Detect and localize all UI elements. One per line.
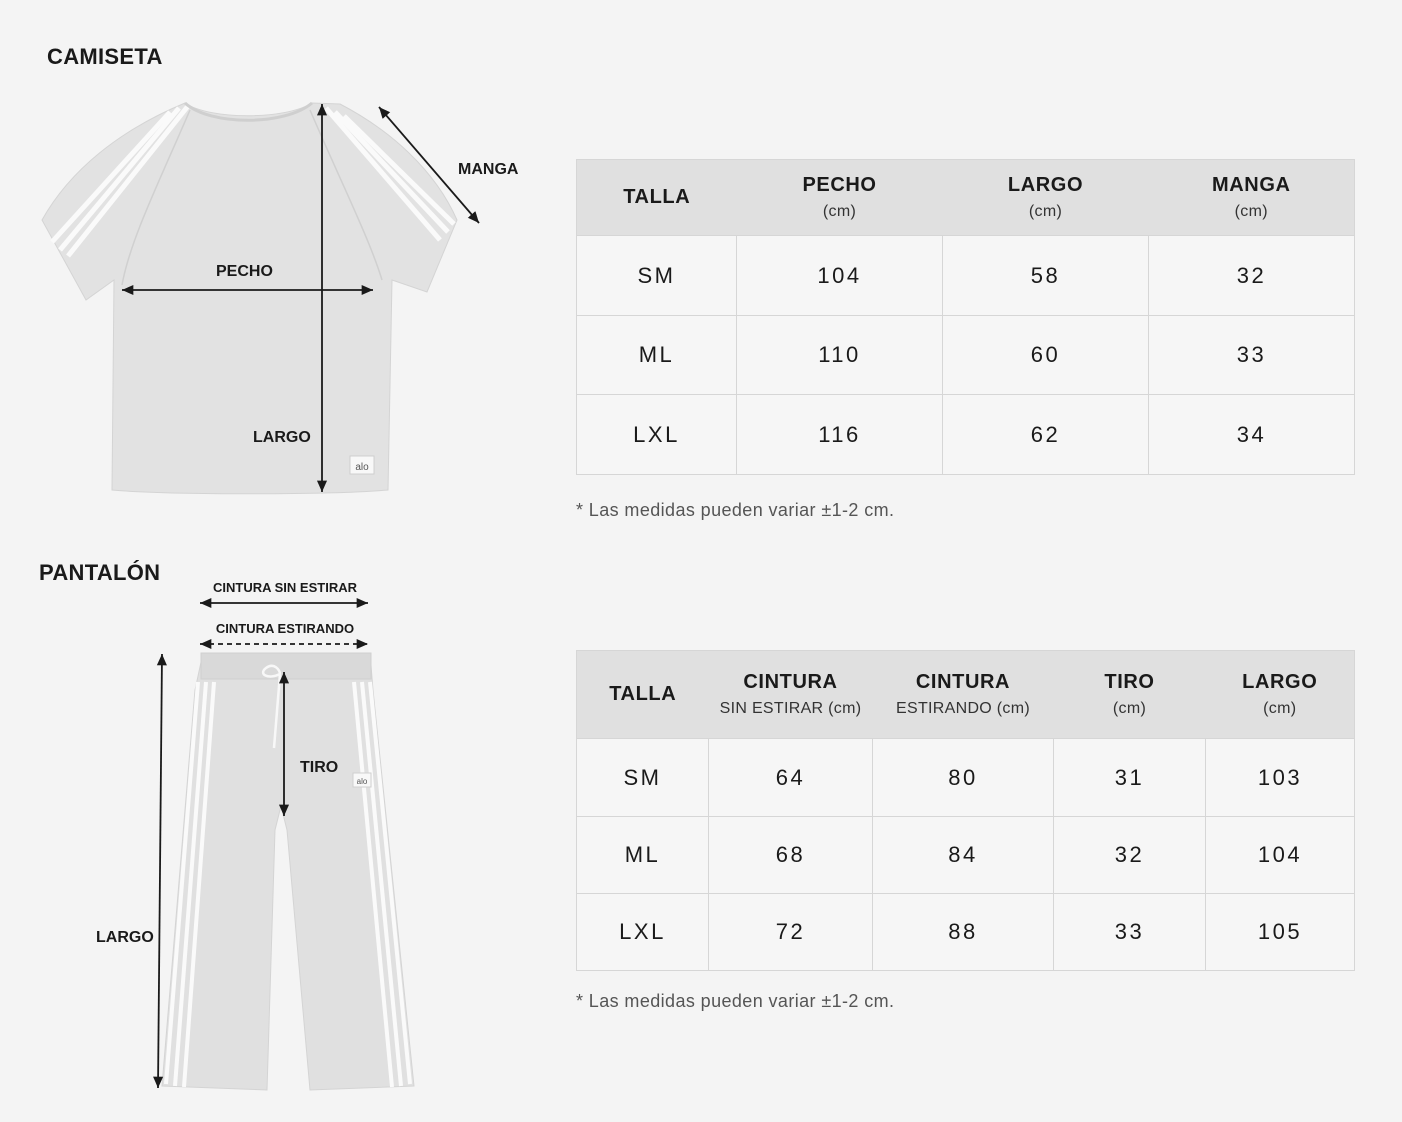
cell-tiro: 31 <box>1054 739 1206 817</box>
pants-section-title: PANTALÓN <box>39 560 161 585</box>
cell-talla: ML <box>577 817 709 894</box>
pants-diagram <box>80 570 440 1100</box>
cell-cintura-sin-estirar: 68 <box>709 817 873 894</box>
cell-talla: ML <box>577 316 737 395</box>
cell-largo: 62 <box>943 395 1149 475</box>
largo-label: LARGO <box>253 429 311 446</box>
cell-talla: SM <box>577 739 709 817</box>
shirt-section-title: CAMISETA <box>47 44 163 69</box>
tiro-label: TIRO <box>300 759 339 776</box>
pants-note: * Las medidas pueden variar ±1-2 cm. <box>576 991 895 1011</box>
cell-largo: 105 <box>1206 894 1355 971</box>
table-header-row <box>577 651 1355 739</box>
table-row <box>577 894 1355 971</box>
cell-largo: 104 <box>1206 817 1355 894</box>
cell-talla: LXL <box>577 894 709 971</box>
table-header-row <box>577 160 1355 236</box>
cell-largo: 103 <box>1206 739 1355 817</box>
table-row <box>577 817 1355 894</box>
cell-manga: 33 <box>1149 316 1355 395</box>
largo-arrow <box>158 654 162 1088</box>
cell-pecho: 104 <box>737 236 943 316</box>
shirt-note: * Las medidas pueden variar ±1-2 cm. <box>576 500 895 520</box>
header-talla: TALLA <box>577 651 709 739</box>
header-cintura-sin-estirar: CINTURA SIN ESTIRAR (cm) <box>709 651 873 739</box>
cell-cintura-sin-estirar: 72 <box>709 894 873 971</box>
cell-talla: LXL <box>577 395 737 475</box>
shirt-brand-tag-text: alo <box>355 462 369 473</box>
cell-cintura-sin-estirar: 64 <box>709 739 873 817</box>
cell-cintura-estirando: 84 <box>873 817 1054 894</box>
cell-pecho: 116 <box>737 395 943 475</box>
cell-cintura-estirando: 80 <box>873 739 1054 817</box>
cell-tiro: 33 <box>1054 894 1206 971</box>
cell-largo: 60 <box>943 316 1149 395</box>
cell-manga: 34 <box>1149 395 1355 475</box>
pecho-label: PECHO <box>216 263 273 280</box>
header-cintura-estirando: CINTURA ESTIRANDO (cm) <box>873 651 1054 739</box>
header-talla: TALLA <box>577 160 737 236</box>
manga-label: MANGA <box>458 161 519 178</box>
cell-tiro: 32 <box>1054 817 1206 894</box>
cell-manga: 32 <box>1149 236 1355 316</box>
largo-label: LARGO <box>96 929 154 946</box>
pants-size-table <box>576 650 1355 971</box>
header-largo: LARGO (cm) <box>1206 651 1355 739</box>
cell-pecho: 110 <box>737 316 943 395</box>
header-tiro: TIRO (cm) <box>1054 651 1206 739</box>
cintura-estirando-label: CINTURA ESTIRANDO <box>215 621 355 636</box>
table-row <box>577 236 1355 316</box>
shirt-shape <box>42 103 457 494</box>
cintura-sin-estirar-label: CINTURA SIN ESTIRAR <box>213 580 357 595</box>
pants-brand-tag-text: alo <box>356 777 368 786</box>
cell-largo: 58 <box>943 236 1149 316</box>
table-row <box>577 316 1355 395</box>
header-manga: MANGA (cm) <box>1149 160 1355 236</box>
table-row <box>577 395 1355 475</box>
header-largo: LARGO (cm) <box>943 160 1149 236</box>
table-row <box>577 739 1355 817</box>
cell-talla: SM <box>577 236 737 316</box>
shirt-size-table <box>576 159 1355 475</box>
header-pecho: PECHO (cm) <box>737 160 943 236</box>
shirt-diagram <box>30 90 540 510</box>
cell-cintura-estirando: 88 <box>873 894 1054 971</box>
pants-waistband <box>201 653 371 679</box>
